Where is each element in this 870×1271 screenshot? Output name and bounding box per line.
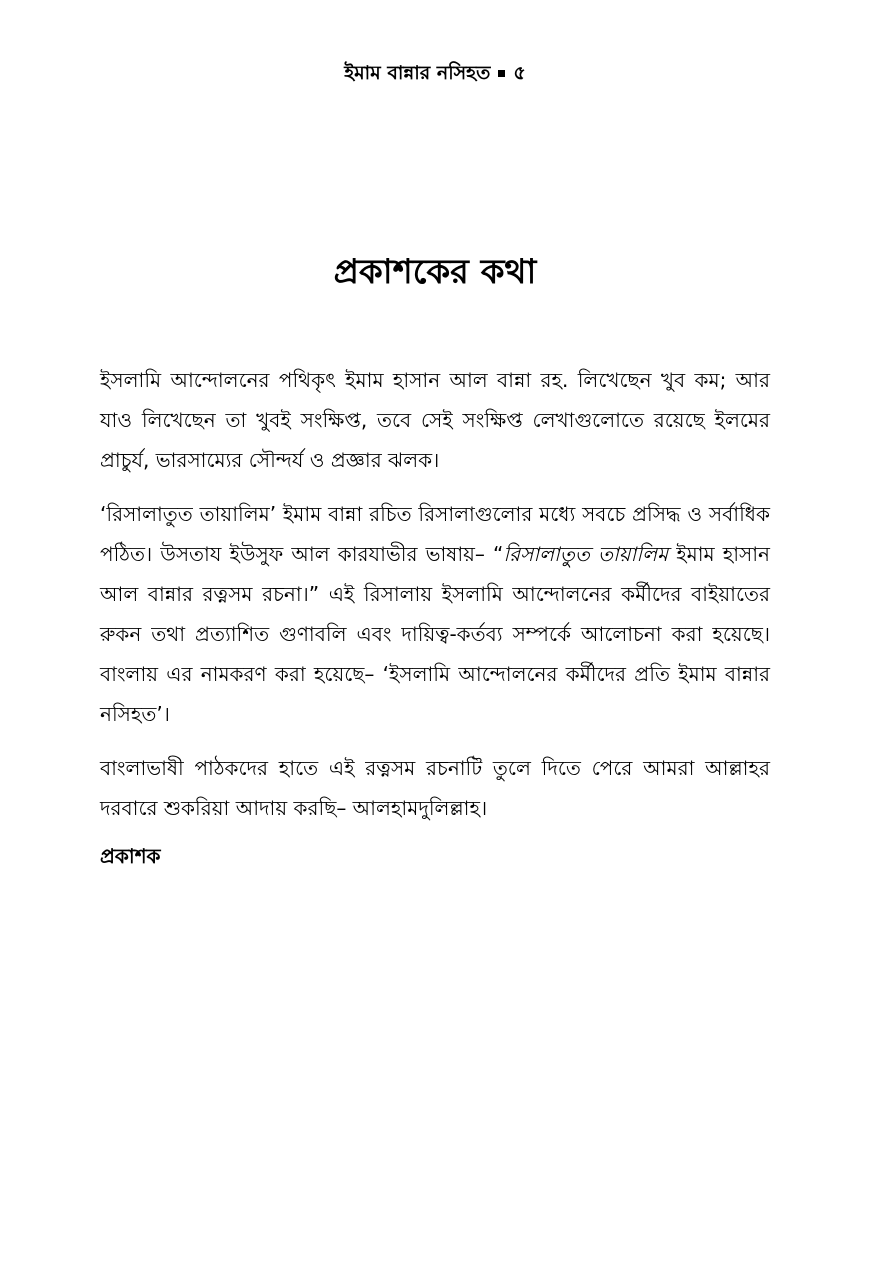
paragraph-2 <box>100 494 770 734</box>
square-separator-icon <box>498 70 505 77</box>
publisher-signature: প্রকাশক <box>100 844 161 868</box>
body-text <box>100 360 770 842</box>
paragraph-1: ইসলামি আন্দোলনের পথিকৃৎ ইমাম হাসান আল বান্না রহ. লিখেছেন খুব কম; আর যাও লিখেছেন তা খুবই সংক্ষিপ্ত, তবে সেই সংক্ষিপ্ত লেখাগুলোতে রয়েছে ইলমের প্রাচুর্য, ভারসাম্যের সৌন্দর্য ও প্রজ্ঞার ঝলক। <box>100 368 770 472</box>
paragraph-2-text-b: ইমাম হাসান আল বান্নার রত্নসম রচনা।” এই রিসালায় ইসলামি আন্দোলনের কর্মীদের বাইয়াতের রুকন তথা প্রত্যাশিত গুণাবলি এবং দায়িত্ব-কর্তব্য সম্পর্কে আলোচনা করা হয়েছে। বাংলায় এর নামকরণ করা হয়েছে– ‘ইসলামি আন্দোলনের কর্মীদের প্রতি ইমাম বান্নার নসিহত’। <box>100 542 770 726</box>
paragraph-3: বাংলাভাষী পাঠকদের হাতে এই রত্নসম রচনাটি তুলে দিতে পেরে আমরা আল্লাহর দরবারে শুকরিয়া আদায় করছি– আলহামদুলিল্লাহ। <box>100 756 770 820</box>
paragraph-2-text-a: ‘রিসালাতুত তায়ালিম’ ইমাম বান্না রচিত রিসালাগুলোর মধ্যে সবচে প্রসিদ্ধ ও সর্বাধিক পঠিত। উসতায ইউসুফ আল কারযাভীর ভাষায়– “ <box>100 502 770 566</box>
running-title: ইমাম বান্নার নসিহত <box>344 62 491 84</box>
paragraph-2-italic-title: রিসালাতুত তায়ালিম <box>503 542 669 566</box>
chapter-title: প্রকাশকের কথা <box>333 252 537 292</box>
page-number: ৫ <box>513 62 526 84</box>
running-header <box>0 58 870 88</box>
